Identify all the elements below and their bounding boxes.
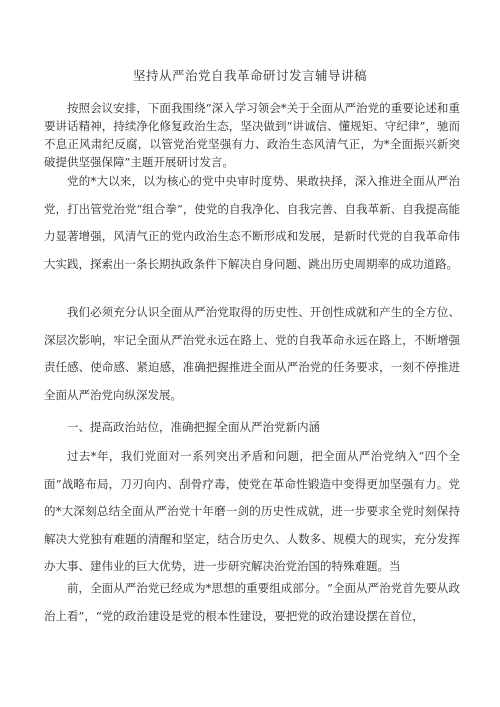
body-paragraph-3: 过去*年，我们党面对一系列突出矛盾和问题，把全面从严治党纳入“四个全面”战略布局，刀刃向内、刮骨疗毒，使党在革命性锻造中变得更加坚强有力。党的*大深刻总结全面从严治党十年磨一剑的历史性成就，进一步要求全党时刻保持解决大党独有难题的清醒和坚定，结合历史久、人数多、规模大的现实，充分发挥办大事、建伟业的巨大优势，进一步研究解决治党治国的特殊难题。当 (44, 449, 460, 573)
document-title: 坚持从严治党自我革命研讨发言辅导讲稿 (132, 68, 367, 83)
body-paragraph-1: 党的*大以来，以为核心的党中央审时度势、果敢抉择，深入推进全面从严治党，打出管党治党“组合拳”，使党的自我净化、自我完善、自我革新、自我提高能力显著增强，风清气正的党内政治生态不断形成和发展，是新时代党的自我革命伟大实践，探索出一条长期执政条件下解决自身问题、跳出历史周期率的成功道路。 (44, 174, 460, 271)
body-paragraph-4: 前，全面从严治党已经成为*思想的重要组成部分。“全面从严治党首先要从政治上看”，“党的政治建设是党的根本性建设，要把党的政治建设摆在首位， (44, 581, 460, 623)
body-paragraph-2: 我们必须充分认识全面从严治党取得的历史性、开创性成就和产生的全方位、深层次影响，牢记全面从严治党永远在路上、党的自我革命永远在路上，不断增强责任感、使命感、紧迫感，准确把握推进全面从严治党的任务要求，一刻不停推进全面从严治党向纵深发展。 (44, 305, 460, 402)
intro-paragraph: 按照会议安排，下面我围绕“深入学习领会*关于全面从严治党的重要论述和重要讲话精神，持续净化修复政治生态，坚决做到“讲诚信、懂规矩、守纪律”，驰而不息正风肃纪反腐，以管党治党坚强有力、政治生态风清气正，为*全面振兴新突破提供坚强保障”主题开展研讨发言。 (44, 101, 460, 169)
section-heading-1: 一、提高政治站位，准确把握全面从严治党新内涵 (67, 420, 320, 434)
